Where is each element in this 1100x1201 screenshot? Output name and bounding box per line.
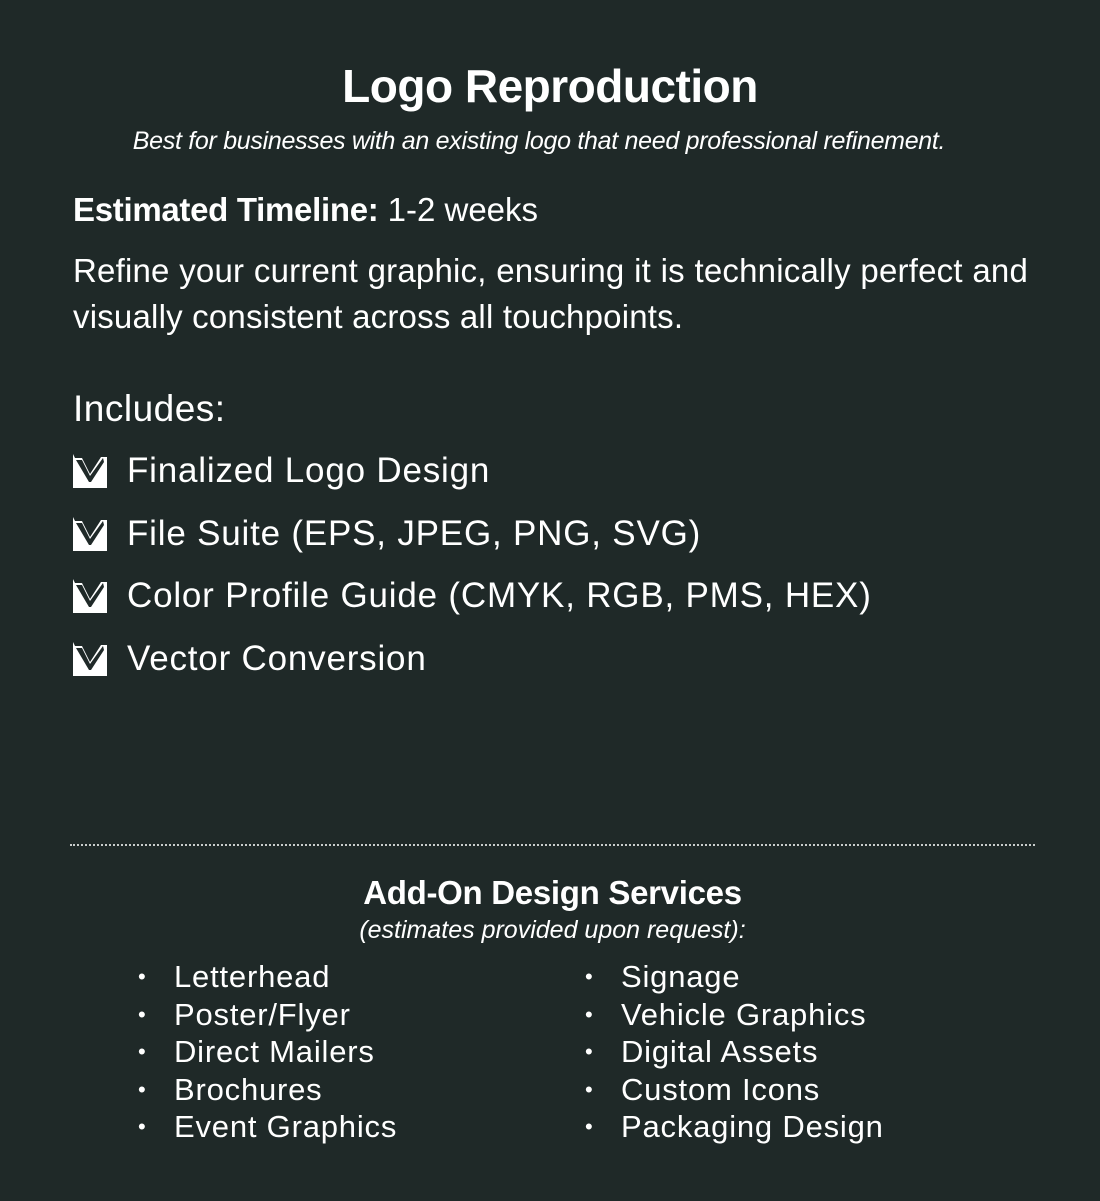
timeline-value: 1-2 weeks bbox=[387, 191, 539, 228]
addon-item-label: Packaging Design bbox=[621, 1109, 884, 1144]
bullet-icon: • bbox=[138, 1114, 147, 1139]
bullet-icon: • bbox=[585, 1001, 594, 1027]
addon-item-label: Brochures bbox=[174, 1071, 323, 1107]
addon-item bbox=[585, 1033, 884, 1071]
checked-box-icon bbox=[73, 642, 107, 676]
addon-item bbox=[585, 996, 884, 1034]
includes-item bbox=[73, 565, 872, 628]
addon-item bbox=[138, 996, 397, 1034]
addon-item-label: Letterhead bbox=[174, 959, 331, 994]
bullet-icon: • bbox=[138, 1076, 147, 1102]
addon-item-label: Poster/Flyer bbox=[174, 996, 351, 1032]
includes-item-label: File Suite (EPS, JPEG, PNG, SVG) bbox=[127, 513, 702, 553]
addon-item bbox=[138, 1108, 397, 1146]
includes-list bbox=[73, 440, 872, 690]
timeline-label: Estimated Timeline: bbox=[73, 191, 379, 228]
addon-item-label: Event Graphics bbox=[174, 1109, 398, 1144]
addon-item-label: Custom Icons bbox=[621, 1071, 821, 1107]
includes-item bbox=[73, 503, 872, 566]
bullet-icon: • bbox=[585, 1039, 594, 1064]
addon-item bbox=[138, 1033, 397, 1071]
includes-heading: Includes: bbox=[73, 388, 226, 429]
checked-box-icon bbox=[73, 579, 107, 613]
addon-item bbox=[585, 1108, 884, 1146]
includes-item-label: Finalized Logo Design bbox=[127, 451, 491, 491]
service-description: Refine your current graphic, ensuring it is technically perfect and visually consistent across all touchpoints. bbox=[73, 252, 1028, 335]
checked-box-icon bbox=[73, 454, 107, 488]
bullet-icon: • bbox=[585, 964, 594, 989]
page-subtitle: Best for businesses with an existing logo that need professional refinement. bbox=[132, 127, 946, 155]
bullet-icon: • bbox=[138, 1001, 147, 1027]
includes-item-label: Color Profile Guide (CMYK, RGB, PMS, HEX) bbox=[127, 576, 872, 616]
addon-item-label: Signage bbox=[621, 959, 741, 994]
addon-item-label: Direct Mailers bbox=[174, 1034, 375, 1069]
dotted-divider bbox=[70, 844, 1035, 846]
bullet-icon: • bbox=[585, 1076, 594, 1102]
addons-title: Add-On Design Services bbox=[363, 874, 742, 911]
addon-item bbox=[138, 958, 397, 996]
addon-item-label: Vehicle Graphics bbox=[621, 996, 867, 1032]
includes-item bbox=[73, 440, 872, 503]
checked-box-icon bbox=[73, 517, 107, 551]
addons-list-left bbox=[138, 958, 397, 1146]
bullet-icon: • bbox=[138, 1039, 147, 1064]
includes-item-label: Vector Conversion bbox=[127, 638, 427, 678]
bullet-icon: • bbox=[585, 1114, 594, 1139]
addon-item bbox=[585, 958, 884, 996]
addon-item-label: Digital Assets bbox=[621, 1034, 819, 1069]
addons-list-right bbox=[585, 958, 884, 1146]
addon-item bbox=[138, 1071, 397, 1109]
bullet-icon: • bbox=[138, 964, 147, 989]
timeline-line bbox=[73, 188, 538, 232]
addon-item bbox=[585, 1071, 884, 1109]
addons-note: (estimates provided upon request): bbox=[359, 916, 746, 944]
includes-item bbox=[73, 628, 872, 691]
page-title: Logo Reproduction bbox=[342, 60, 758, 112]
